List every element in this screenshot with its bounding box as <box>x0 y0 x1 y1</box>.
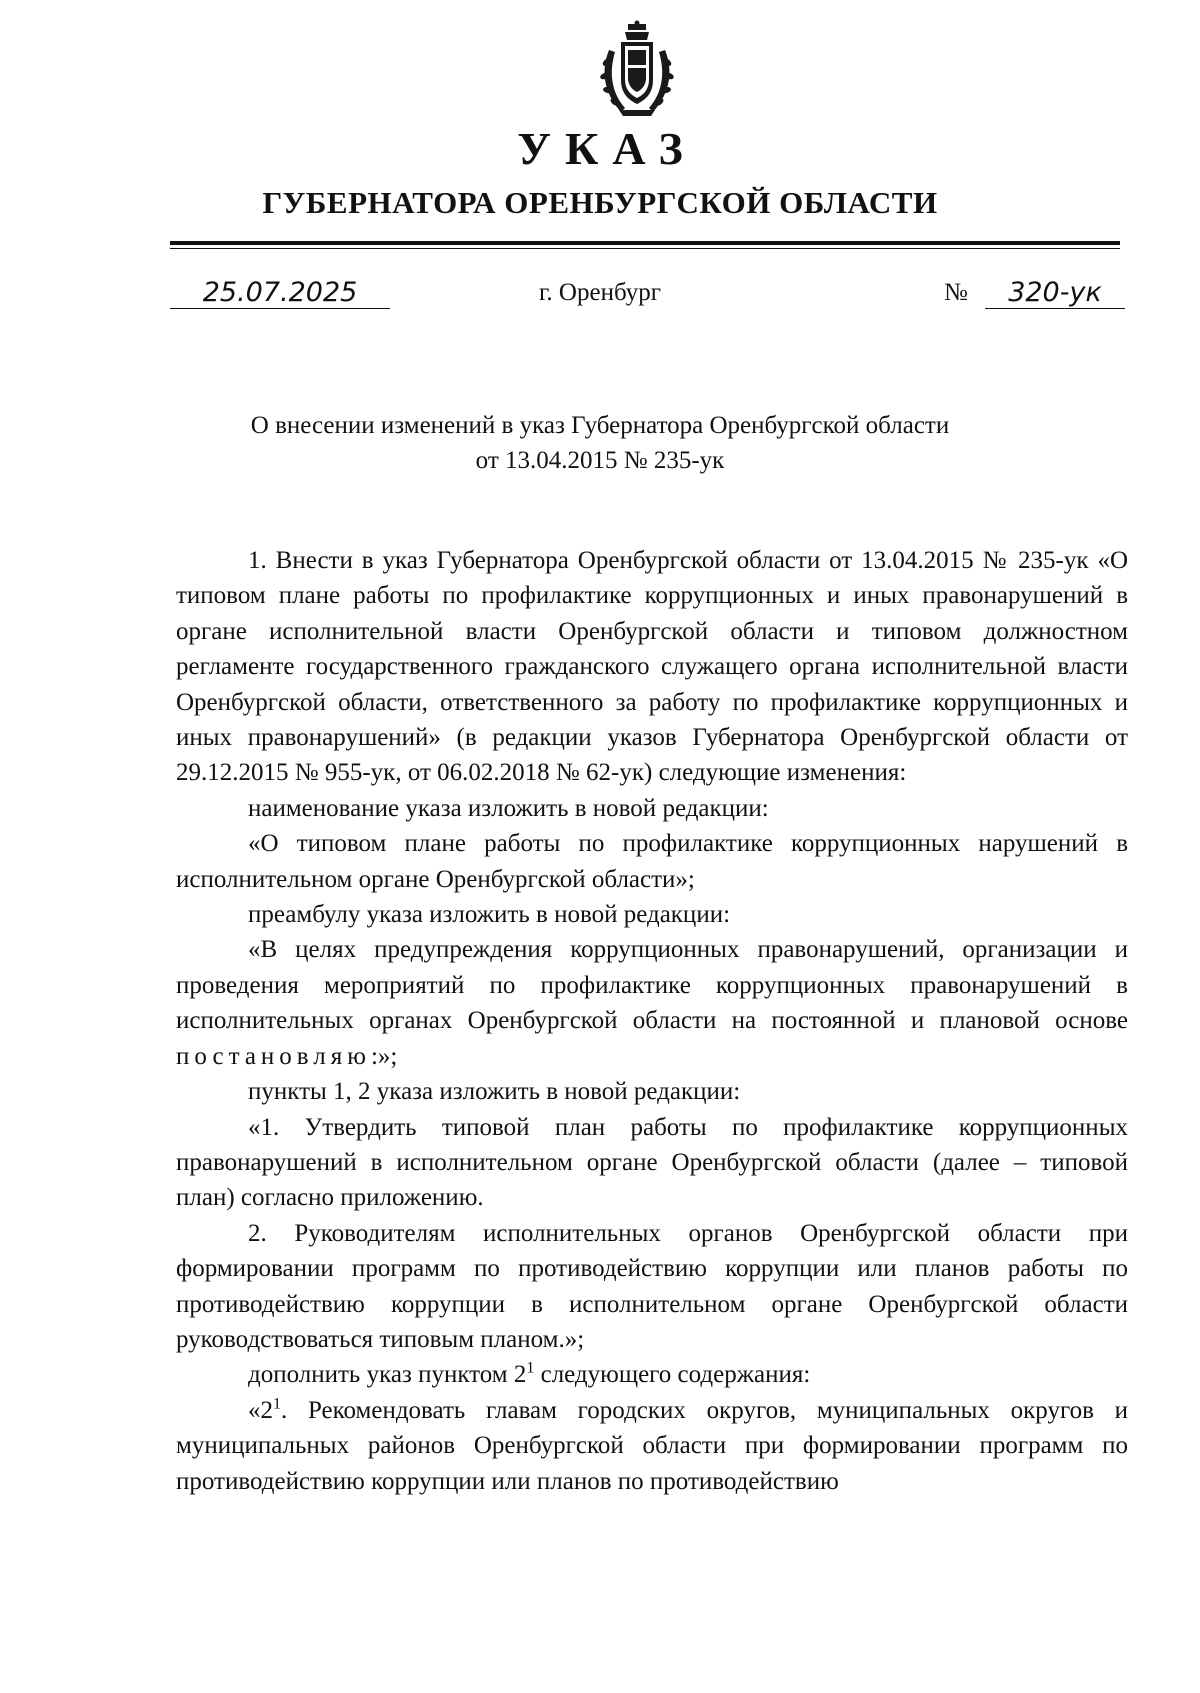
coat-of-arms-icon <box>595 20 679 120</box>
header-divider-thin <box>170 248 1120 249</box>
paragraph-10-end: . Рекомендовать главам городских округов, муниципальных округов и муниципальных районов Оренбургской области при формировании программ по противодействию коррупции или планов по противодействию <box>176 1396 1128 1495</box>
document-subject-line-2: от 13.04.2015 № 235-ук <box>475 447 725 474</box>
paragraph-9-superscript: 1 <box>526 1360 535 1378</box>
header-divider <box>170 241 1120 245</box>
document-subject-line-1: О внесении изменений в указ Губернатора Оренбургской области <box>250 412 950 439</box>
issuer-title: ГУБЕРНАТОРА ОРЕНБУРГСКОЙ ОБЛАСТИ <box>262 185 938 220</box>
paragraph-9-end: следующего содержания: <box>534 1361 811 1389</box>
paragraph-5-text: «В целях предупреждения коррупционных правонарушений, организации и проведения мероприятий по профилактике коррупционных правонарушений в исполнительных органах Оренбургской области на постоянной и плановой основе <box>176 936 1128 1035</box>
paragraph-1: 1. Внести в указ Губернатора Оренбургской области от 13.04.2015 № 235-ук «О типовом плане работы по профилактике коррупционных и иных правонарушений в органе исполнительной власти Оренбургской области и типовом должностном регламенте государственного гражданского служащего органа исполнительной власти Оренбургской области, ответственного за работу по профилактике коррупционных и иных правонарушений» (в редакции указов Губернатора Оренбургской области от 29.12.2015 № 955-ук, от 06.02.2018 № 62-ук) следующие изменения: <box>176 547 1128 787</box>
paragraph-2: наименование указа изложить в новой редакции: <box>248 794 769 822</box>
paragraph-9 <box>176 1357 1128 1392</box>
paragraph-5-end: :»; <box>370 1042 398 1070</box>
decree-keyword: постановляю <box>176 1042 371 1070</box>
paragraph-9-text: дополнить указ пунктом 2 <box>248 1361 527 1389</box>
paragraph-3: «О типовом плане работы по профилактике коррупционных нарушений в исполнительном органе Оренбургской области»; <box>176 830 1128 893</box>
paragraph-10-text: «2 <box>248 1396 273 1424</box>
paragraph-10 <box>176 1393 1128 1499</box>
document-type-title: УКАЗ <box>517 123 697 174</box>
issue-date: 25.07.2025 <box>170 278 390 309</box>
issue-city: г. Оренбург <box>539 279 661 306</box>
paragraph-5 <box>176 932 1128 1074</box>
paragraph-4: преамбулу указа изложить в новой редакции: <box>248 901 731 929</box>
document-number-label: № <box>944 279 968 306</box>
paragraph-6: пункты 1, 2 указа изложить в новой редакции: <box>248 1078 741 1106</box>
paragraph-8: 2. Руководителям исполнительных органов Оренбургской области при формировании программ по противодействию коррупции или планов работы по противодействию коррупции в исполнительном органе Оренбургской области руководствоваться типовым планом.»; <box>176 1219 1128 1353</box>
document-number: 320-ук <box>985 278 1125 309</box>
paragraph-7: «1. Утвердить типовой план работы по профилактике коррупционных правонарушений в исполнительном органе Оренбургской области (далее – типовой план) согласно приложению. <box>176 1113 1128 1212</box>
paragraph-10-superscript: 1 <box>273 1395 281 1413</box>
document-body <box>176 543 1128 1499</box>
document-subject <box>0 408 1200 478</box>
